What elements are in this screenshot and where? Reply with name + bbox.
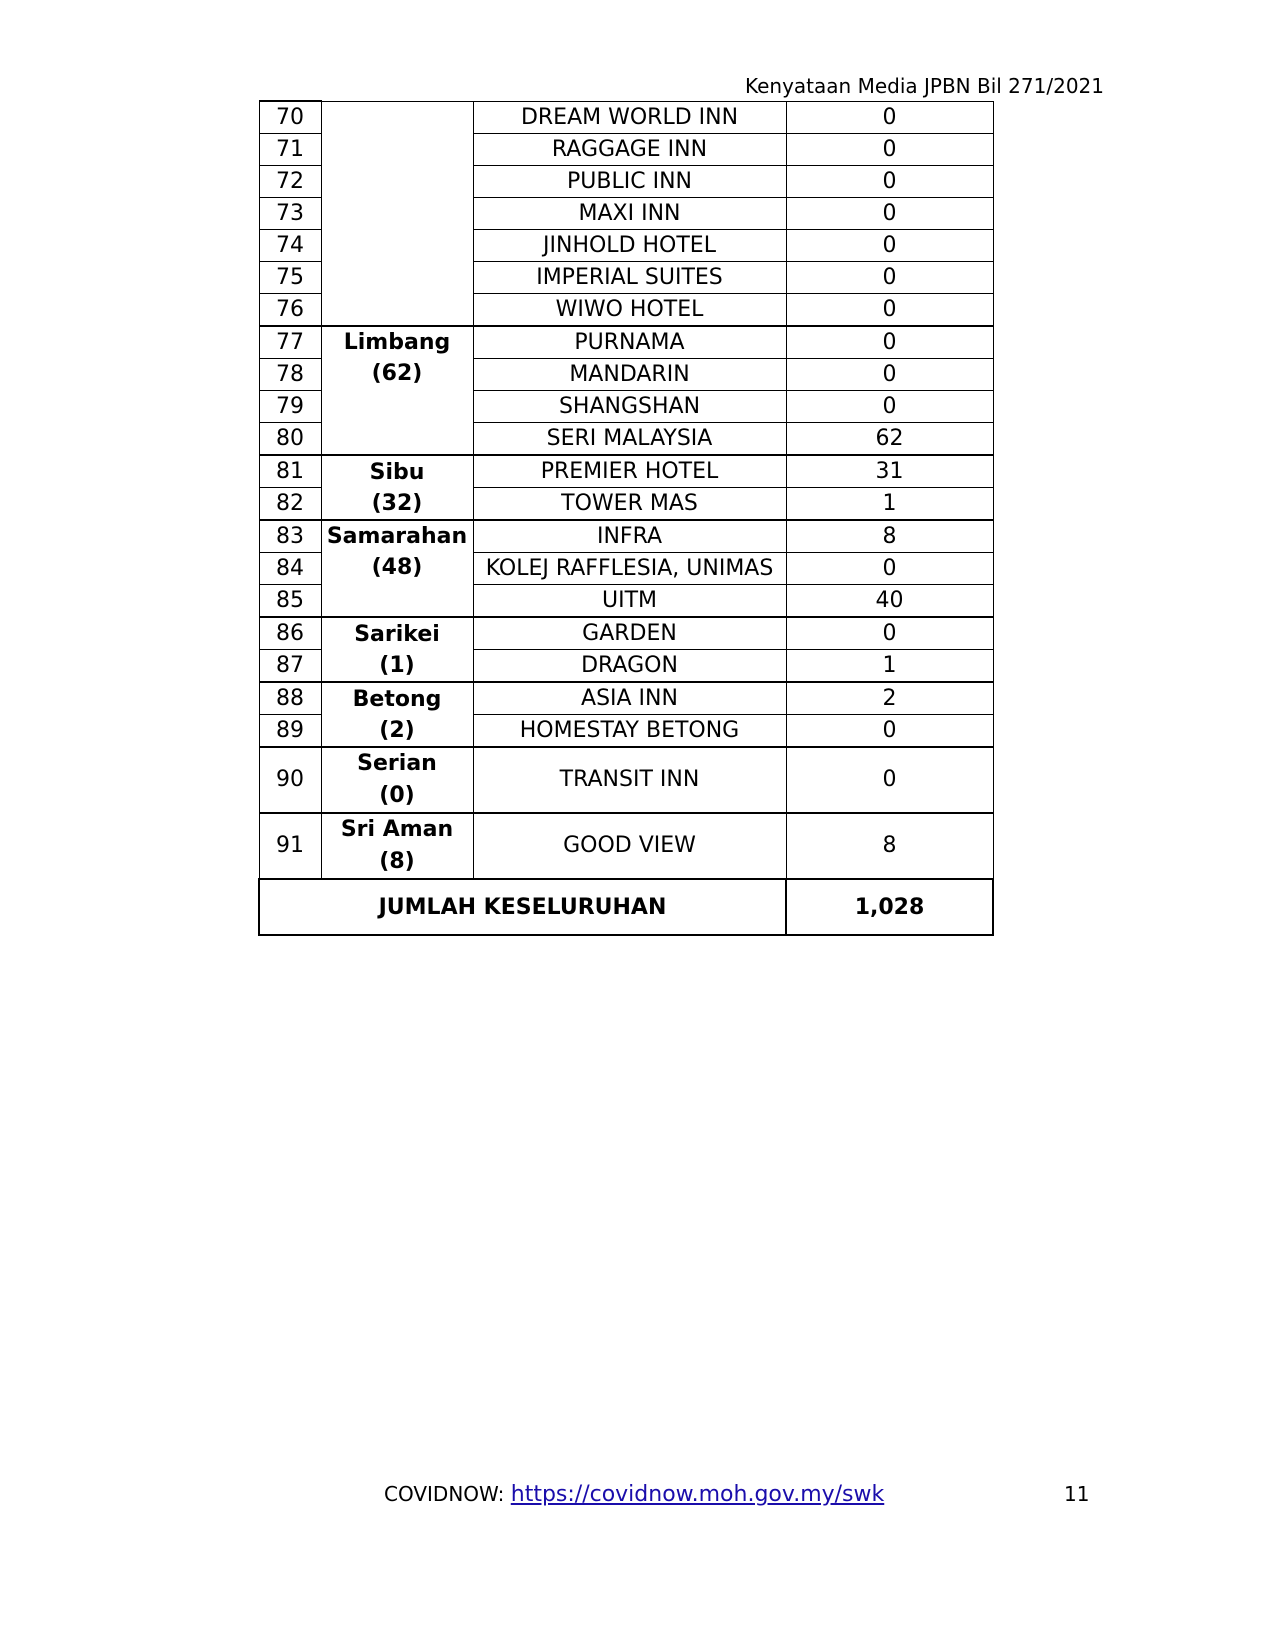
row-number: 77 [259,326,321,359]
centre-name: MAXI INN [473,198,786,230]
table-row [259,747,993,813]
division-cell-sri-aman [321,813,473,879]
covidnow-link[interactable]: https://covidnow.moh.gov.my/swk [510,1482,885,1507]
centre-name: PREMIER HOTEL [473,455,786,488]
case-count: 1 [786,650,993,683]
division-name: Samarahan [326,524,468,549]
division-name: Sarikei [354,621,440,647]
row-number: 87 [259,650,321,683]
centre-name: MANDARIN [473,359,786,391]
table-row [259,617,993,650]
division-cell-betong [321,682,473,747]
division-name: Sibu [369,459,425,485]
division-cell-sibu [321,455,473,520]
case-count: 0 [786,294,993,327]
case-count: 0 [786,617,993,650]
division-total: (48) [371,555,423,580]
document-header: Kenyataan Media JPBN Bil 271/2021 [744,74,1104,98]
centre-name: INFRA [473,520,786,553]
division-cell-limbang [321,326,473,455]
row-number: 78 [259,359,321,391]
footer-prefix: COVIDNOW: [384,1482,511,1506]
row-number: 88 [259,682,321,715]
division-total: (8) [379,849,415,874]
table-row [259,101,993,134]
row-number: 71 [259,134,321,166]
case-count: 0 [786,198,993,230]
division-name: Sri Aman [340,817,454,842]
centre-name: DREAM WORLD INN [473,101,786,134]
case-count: 40 [786,585,993,618]
table-row [259,455,993,488]
centre-name: JINHOLD HOTEL [473,230,786,262]
division-total: (1) [379,652,415,678]
page-number: 11 [1064,1482,1090,1506]
case-count: 8 [786,520,993,553]
division-cell-serian [321,747,473,813]
case-count: 0 [786,134,993,166]
grand-total-value: 1,028 [786,879,993,935]
centre-name: PUBLIC INN [473,166,786,198]
division-cell-sarikei [321,617,473,682]
centre-name: PURNAMA [473,326,786,359]
row-number: 75 [259,262,321,294]
row-number: 83 [259,520,321,553]
case-count: 0 [786,230,993,262]
case-count: 0 [786,101,993,134]
table-row [259,813,993,879]
case-count: 0 [786,391,993,423]
division-total: (32) [371,490,423,516]
case-count: 1 [786,488,993,521]
division-total: (2) [379,717,415,743]
centre-name: HOMESTAY BETONG [473,715,786,748]
centre-name: SHANGSHAN [473,391,786,423]
table-row [259,520,993,553]
row-number: 73 [259,198,321,230]
footer [384,1482,884,1507]
case-count: 0 [786,715,993,748]
division-name: Serian [357,751,437,776]
row-number: 84 [259,553,321,585]
case-count: 0 [786,166,993,198]
centre-name: WIWO HOTEL [473,294,786,327]
case-count: 0 [786,262,993,294]
row-number: 86 [259,617,321,650]
division-cell-samarahan [321,520,473,617]
centre-name: ASIA INN [473,682,786,715]
centre-name: RAGGAGE INN [473,134,786,166]
row-number: 82 [259,488,321,521]
grand-total-label: JUMLAH KESELURUHAN [259,879,786,935]
case-count: 0 [786,553,993,585]
row-number: 85 [259,585,321,618]
case-count: 62 [786,423,993,456]
division-total: (62) [371,361,423,386]
table-row [259,682,993,715]
row-number: 80 [259,423,321,456]
division-name: Limbang [343,330,451,355]
case-count: 31 [786,455,993,488]
row-number: 90 [259,747,321,813]
centre-name: UITM [473,585,786,618]
division-cell-continued [321,101,473,326]
row-number: 89 [259,715,321,748]
case-count: 0 [786,326,993,359]
row-number: 79 [259,391,321,423]
table-row [259,326,993,359]
row-number: 81 [259,455,321,488]
row-number: 72 [259,166,321,198]
centre-name: KOLEJ RAFFLESIA, UNIMAS [473,553,786,585]
centre-name: DRAGON [473,650,786,683]
centre-name: TOWER MAS [473,488,786,521]
quarantine-centre-table [258,100,994,936]
grand-total-row [259,879,993,935]
division-total: (0) [379,783,415,808]
row-number: 74 [259,230,321,262]
centre-name: GARDEN [473,617,786,650]
centre-name: GOOD VIEW [473,813,786,879]
centre-name: SERI MALAYSIA [473,423,786,456]
case-count: 8 [786,813,993,879]
row-number: 70 [259,101,321,134]
division-name: Betong [352,686,442,712]
row-number: 91 [259,813,321,879]
centre-name: TRANSIT INN [473,747,786,813]
case-count: 0 [786,359,993,391]
centre-name: IMPERIAL SUITES [473,262,786,294]
row-number: 76 [259,294,321,327]
case-count: 2 [786,682,993,715]
case-count: 0 [786,747,993,813]
